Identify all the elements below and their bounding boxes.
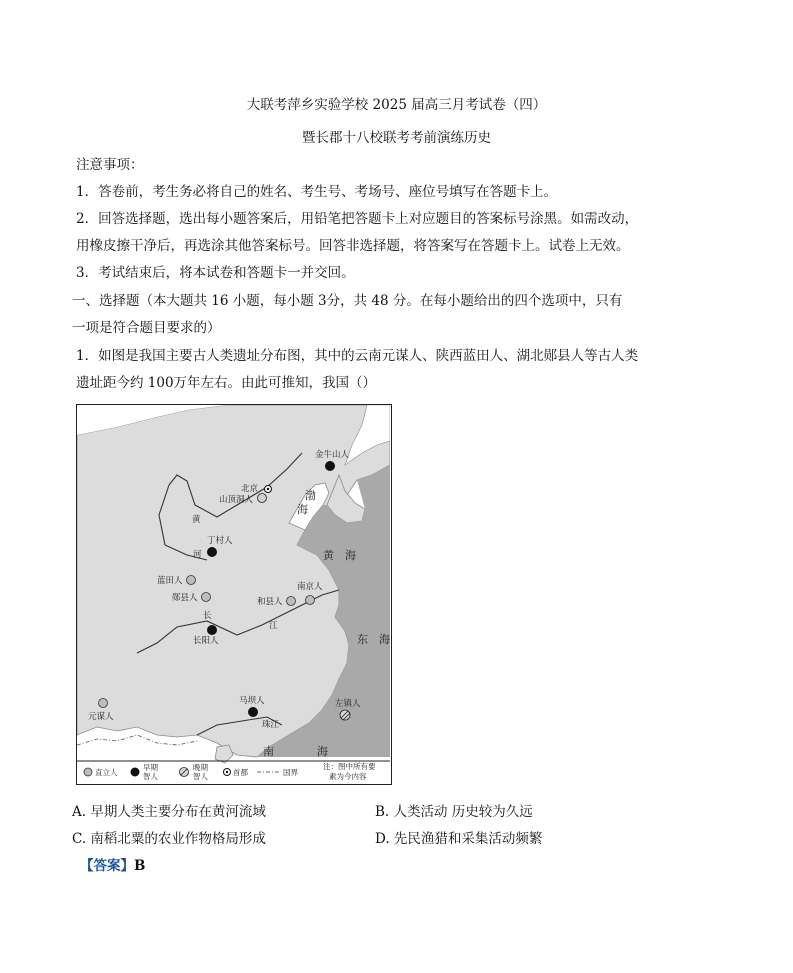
- legend-label: 国界: [283, 768, 298, 777]
- river-label: 河: [193, 550, 202, 560]
- notice-item: 用橡皮擦干净后，再选涂其他答案标号。回答非选择题，将答案写在答题卡上。试卷上无效。: [76, 238, 630, 254]
- site-label: 丁村人: [207, 536, 233, 546]
- site-changyang: [207, 625, 217, 635]
- notice-item: 2．回答选择题，选出每小题答案后，用铅笔把答题卡上对应题目的答案标号涂黑。如需改动，: [76, 211, 639, 227]
- site-label: 南京人: [297, 582, 323, 592]
- legend-note: 注：图中所有要: [323, 762, 376, 771]
- site-label: 郧县人: [172, 593, 198, 603]
- legend-label: 智人: [193, 772, 208, 781]
- answer-label: 【答案】: [80, 858, 134, 874]
- site-label: 山顶洞人: [219, 495, 254, 505]
- sea-label: 海: [317, 745, 328, 758]
- site-nanjing: [306, 596, 315, 605]
- sea-label: 东 海: [357, 633, 390, 646]
- option-a[interactable]: A. 早期人类主要分布在黄河流域: [72, 804, 266, 820]
- site-label: 左镇人: [335, 699, 361, 709]
- site-jinniushan: [325, 461, 335, 471]
- site-label: 北京: [241, 484, 259, 494]
- site-lantian: [187, 576, 196, 585]
- site-shandingdong: [258, 494, 267, 503]
- section-heading-cont: 一项是符合题目要求的）: [72, 320, 221, 336]
- site-label: 元谋人: [88, 712, 114, 722]
- legend-zhiliren-icon: [84, 768, 92, 776]
- legend-early-icon: [131, 768, 140, 777]
- river-label: 黄: [192, 515, 201, 525]
- site-maba: [248, 707, 258, 717]
- exam-title: 大联考萍乡实验学校 2025 届高三月考试卷（四）: [246, 97, 547, 113]
- answer-line: [80, 857, 145, 875]
- notice-item: 1．答卷前，考生务必将自己的姓名、考生号、考场号、座位号填写在答题卡上。: [76, 184, 558, 200]
- sea-label: 南: [263, 745, 274, 758]
- ancient-sites-map: [76, 404, 392, 785]
- notice-item: 3．考试结束后，将本试卷和答题卡一并交回。: [76, 265, 355, 281]
- legend-label: 首都: [233, 768, 248, 777]
- sea-label: 渤: [305, 489, 316, 502]
- site-label: 马坝人: [239, 696, 265, 706]
- site-yuanmou: [99, 699, 108, 708]
- legend-label: 智人: [143, 772, 158, 781]
- map-svg: [77, 405, 390, 783]
- legend-label: 晚期: [193, 763, 208, 772]
- option-b[interactable]: B. 人类活动 历史较为久远: [375, 804, 533, 820]
- site-dingcun: [207, 547, 217, 557]
- sea-label: 海: [297, 503, 308, 516]
- river-label: 江: [269, 621, 278, 631]
- legend-label: 早期: [143, 763, 158, 772]
- site-label: 和县人: [257, 597, 283, 607]
- sea-label: 黄 海: [323, 549, 356, 562]
- site-label: 长阳人: [193, 636, 219, 646]
- question-stem-cont: 遗址距今约 100万年左右。由此可推知，我国（）: [76, 375, 377, 391]
- option-d[interactable]: D. 先民渔猎和采集活动频繁: [375, 831, 543, 847]
- river-label: 长: [203, 611, 212, 621]
- question-stem: 1．如图是我国主要古人类遗址分布图，其中的云南元谋人、陕西蓝田人、湖北郧县人等古人类: [76, 348, 639, 364]
- notice-heading: 注意事项：: [76, 157, 144, 173]
- legend-note: 素为今内容: [329, 772, 367, 781]
- section-heading: 一、选择题（本大题共 16 小题，每小题 3分，共 48 分。在每小题给出的四个选项中，只有: [72, 293, 623, 309]
- site-hexian: [287, 597, 296, 606]
- exam-subtitle: 暨长郡十八校联考考前演练历史: [302, 130, 491, 146]
- legend-capital-dot: [226, 771, 228, 773]
- river-label: 珠江: [262, 720, 280, 730]
- site-yunxian: [202, 593, 211, 602]
- answer-value: B: [134, 858, 146, 874]
- capital-beijing-dot: [267, 488, 269, 490]
- legend-label: 直立人: [95, 768, 118, 777]
- option-c[interactable]: C. 南稻北粟的农业作物格局形成: [72, 831, 266, 847]
- site-label: 蓝田人: [157, 576, 183, 586]
- site-label: 金牛山人: [315, 450, 350, 460]
